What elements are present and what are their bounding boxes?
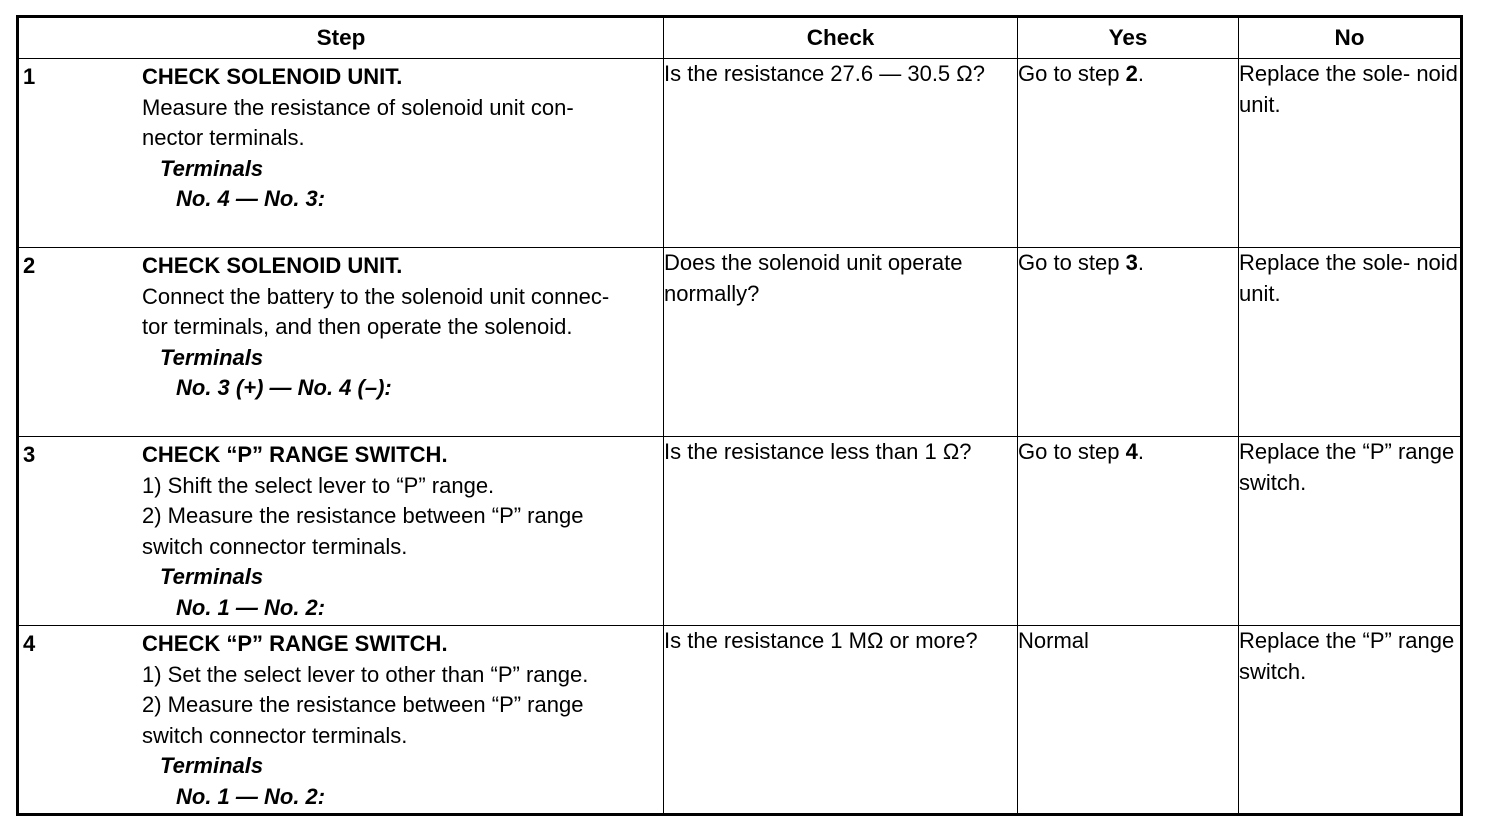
step-cell	[18, 437, 664, 626]
check-cell: Does the solenoid unit operate normally?	[664, 248, 1018, 437]
yes-cell: Go to step 3.	[1018, 248, 1239, 437]
yes-cell: Go to step 2.	[1018, 59, 1239, 248]
check-cell: Is the resistance 27.6 — 30.5 Ω?	[664, 59, 1018, 248]
step-title: CHECK “P” RANGE SWITCH.	[142, 631, 448, 656]
step-cell	[18, 248, 664, 437]
yes-cell: Go to step 4.	[1018, 437, 1239, 626]
header-no: No	[1239, 17, 1462, 59]
header-yes: Yes	[1018, 17, 1239, 59]
yes-text: Go to step	[1018, 61, 1126, 86]
step-line: Connect the battery to the solenoid unit connec-	[142, 283, 610, 309]
terminals-value: No. 1 — No. 2:	[176, 783, 326, 809]
header-row	[18, 17, 1462, 59]
table-row	[18, 59, 1462, 248]
table-row	[18, 626, 1462, 815]
terminals-value: No. 3 (+) — No. 4 (–):	[176, 375, 392, 400]
terminals-label: Terminals	[160, 753, 264, 778]
terminals-value: No. 4 — No. 3:	[176, 186, 326, 211]
step-cell	[18, 59, 664, 248]
step-cell	[18, 626, 664, 815]
no-cell: Replace the sole- noid unit.	[1239, 248, 1462, 437]
step-number: 3	[23, 442, 36, 467]
step-line: switch connector terminals.	[142, 533, 408, 559]
yes-text: Go to step	[1018, 250, 1126, 275]
step-title: CHECK “P” RANGE SWITCH.	[142, 442, 448, 467]
step-title: CHECK SOLENOID UNIT.	[142, 64, 403, 89]
step-line: nector terminals.	[142, 125, 305, 150]
terminals-label: Terminals	[160, 344, 264, 370]
header-step: Step	[18, 17, 664, 59]
no-cell: Replace the sole- noid unit.	[1239, 59, 1462, 248]
step-line: 2) Measure the resistance between “P” range	[142, 503, 584, 528]
step-number: 4	[23, 631, 36, 656]
yes-step-link: 4	[1125, 439, 1138, 464]
yes-text: Normal	[1018, 628, 1089, 653]
step-number: 1	[23, 64, 36, 89]
step-line: tor terminals, and then operate the solenoid.	[142, 314, 573, 339]
no-cell: Replace the “P” range switch.	[1239, 437, 1462, 626]
header-check: Check	[664, 17, 1018, 59]
step-line: Measure the resistance of solenoid unit con-	[142, 94, 574, 120]
yes-step-link: 2	[1125, 61, 1138, 86]
step-line: 1) Set the select lever to other than “P” range.	[142, 661, 589, 687]
yes-step-link: 3	[1125, 250, 1138, 275]
check-cell: Is the resistance 1 MΩ or more?	[664, 626, 1018, 815]
terminals-value: No. 1 — No. 2:	[176, 594, 326, 620]
step-title: CHECK SOLENOID UNIT.	[142, 253, 403, 278]
step-line: 1) Shift the select lever to “P” range.	[142, 472, 495, 498]
diagnostic-table	[16, 15, 1463, 816]
yes-text: Go to step	[1018, 439, 1126, 464]
step-line: 2) Measure the resistance between “P” range	[142, 692, 584, 717]
terminals-label: Terminals	[160, 155, 264, 181]
check-cell: Is the resistance less than 1 Ω?	[664, 437, 1018, 626]
table-row	[18, 248, 1462, 437]
table-row	[18, 437, 1462, 626]
terminals-label: Terminals	[160, 564, 264, 589]
no-cell: Replace the “P” range switch.	[1239, 626, 1462, 815]
step-number: 2	[23, 253, 36, 278]
yes-cell	[1018, 626, 1239, 815]
step-line: switch connector terminals.	[142, 722, 408, 748]
